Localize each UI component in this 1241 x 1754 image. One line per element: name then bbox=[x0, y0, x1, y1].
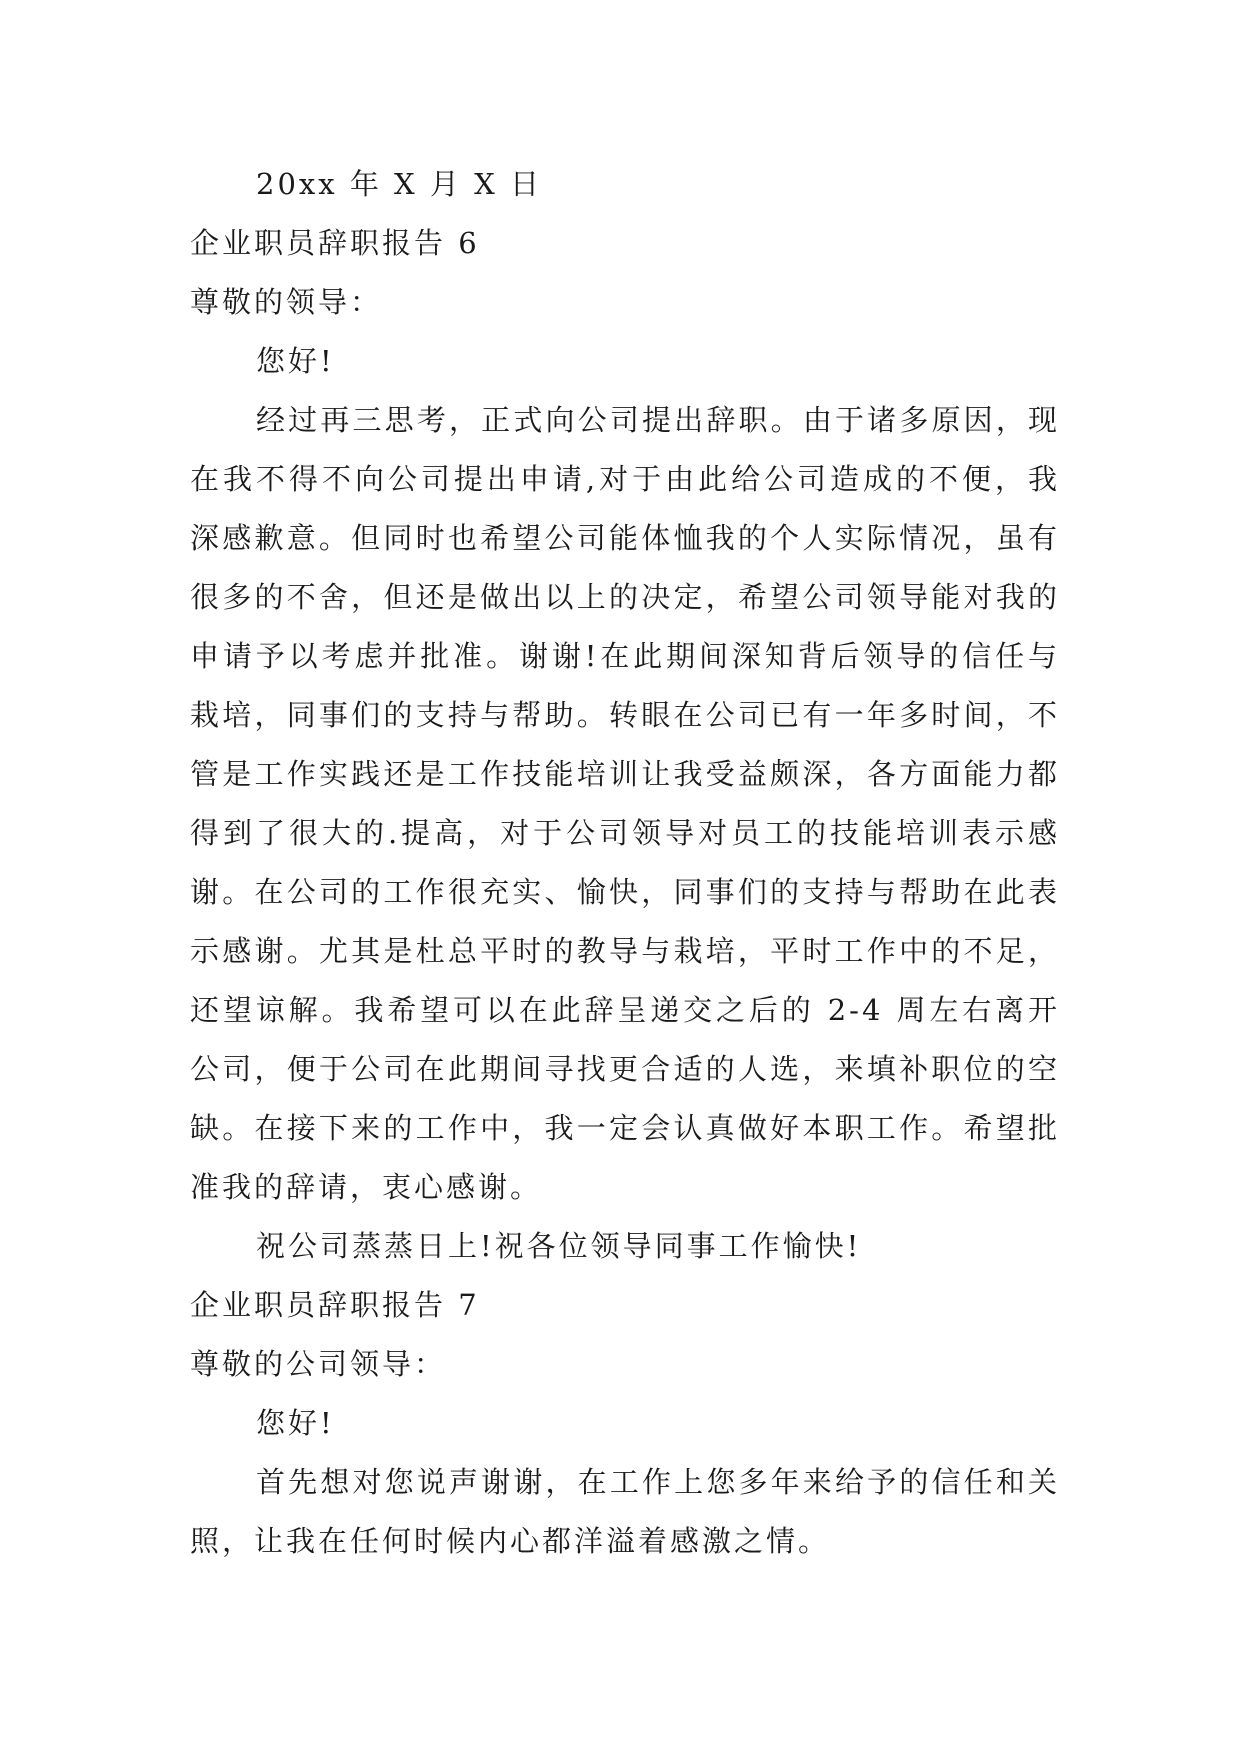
report-6-greeting: 您好! bbox=[256, 344, 335, 378]
report-6-salutation: 尊敬的领导： bbox=[190, 285, 383, 319]
report-7-salutation: 尊敬的公司领导： bbox=[190, 1347, 447, 1381]
report-7-greeting: 您好! bbox=[256, 1406, 335, 1440]
report-7-body: 首先想对您说声谢谢，在工作上您多年来给予的信任和关照，让我在任何时候内心都洋溢着感激之情。 bbox=[190, 1465, 1060, 1558]
report-6-title: 企业职员辞职报告 6 bbox=[190, 226, 480, 260]
report-6-closing: 祝公司蒸蒸日上!祝各位领导同事工作愉快! bbox=[256, 1229, 862, 1263]
date-line: 20xx 年 X 月 X 日 bbox=[256, 167, 542, 201]
report-7-title: 企业职员辞职报告 7 bbox=[190, 1288, 480, 1322]
report-6-body: 经过再三思考，正式向公司提出辞职。由于诸多原因，现在我不得不向公司提出申请,对于由此给公司造成的不便，我深感歉意。但同时也希望公司能体恤我的个人实际情况，虽有很多的不舍，但还是做出以上的决定，希望公司领导能对我的申请予以考虑并批准。谢谢!在此期间深知背后领导的信任与栽培，同事们的支持与帮助。转眼在公司已有一年多时间，不管是工作实践还是工作技能培训让我受益颇深，各方面能力都得到了很大的.提高，对于公司领导对员工的技能培训表示感谢。在公司的工作很充实、愉快，同事们的支持与帮助在此表示感谢。尤其是杜总平时的教导与栽培，平时工作中的不足，还望谅解。我希望可以在此辞呈递交之后的 2-4 周左右离开公司，便于公司在此期间寻找更合适的人选，来填补职位的空缺。在接下来的工作中，我一定会认真做好本职工作。希望批准我的辞请，衷心感谢。 bbox=[190, 403, 1060, 1204]
document-content bbox=[190, 155, 1060, 1571]
